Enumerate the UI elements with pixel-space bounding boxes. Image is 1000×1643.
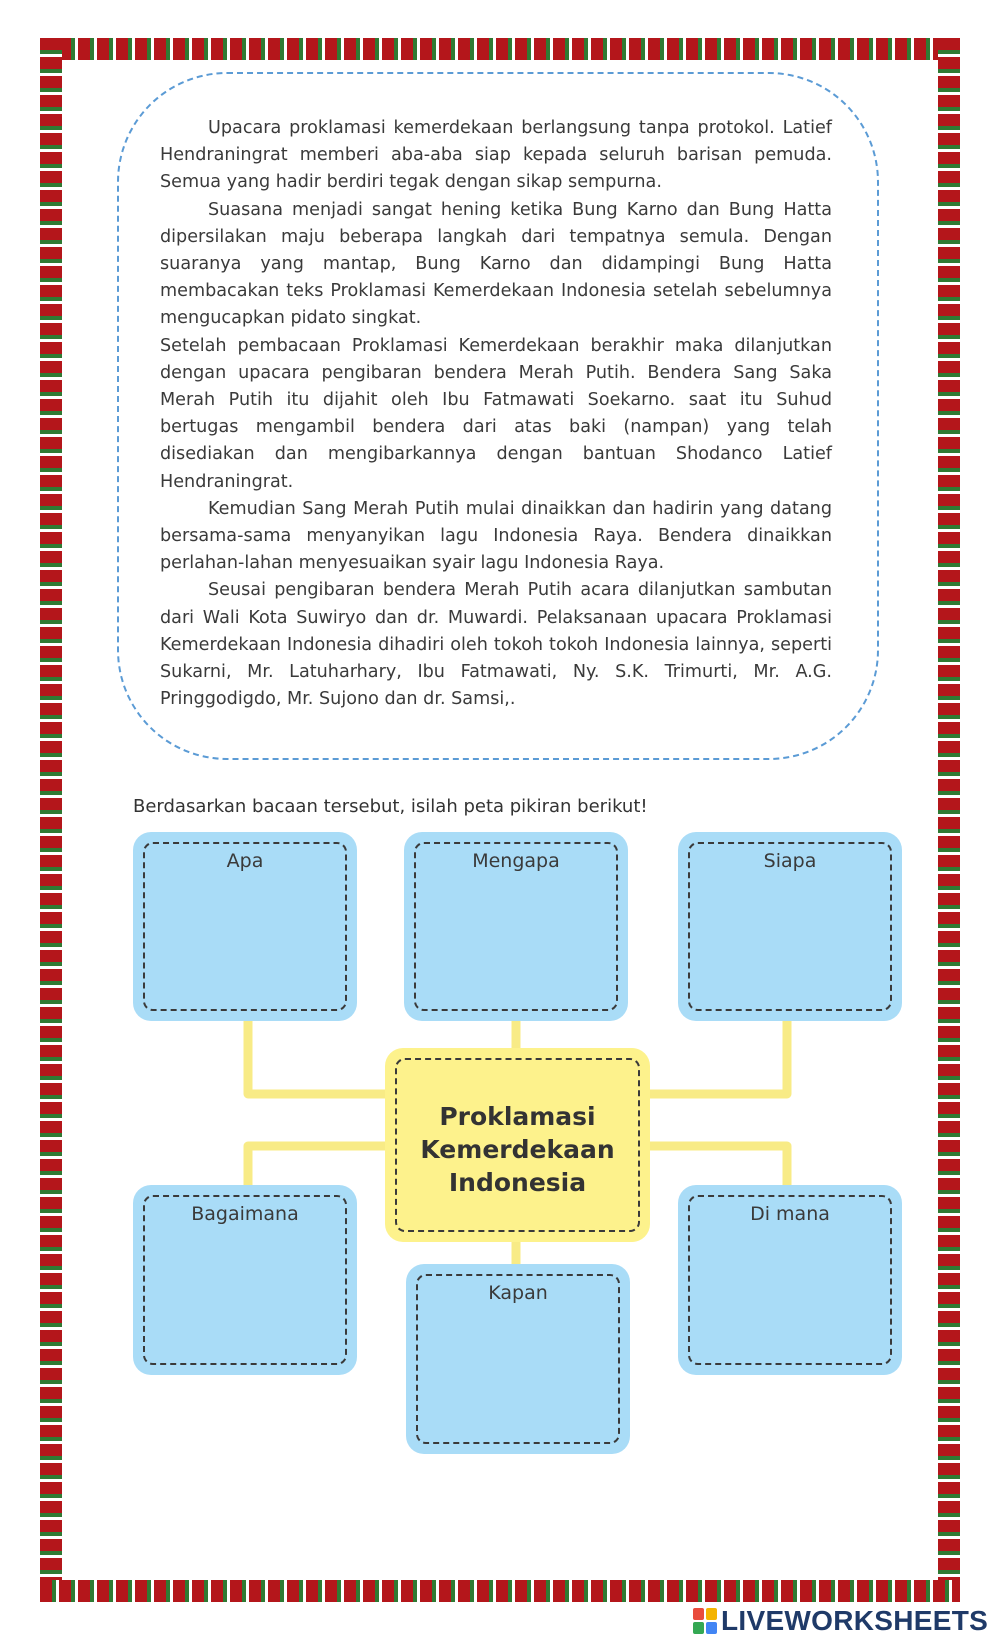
label-bagaimana: Bagaimana — [191, 1203, 299, 1225]
liveworksheets-icon — [693, 1608, 717, 1634]
instruction-text: Berdasarkan bacaan tersebut, isilah peta pikiran berikut! — [133, 796, 648, 817]
center-title-line-1: Proklamasi — [439, 1102, 596, 1131]
center-title-line-3: Indonesia — [448, 1168, 587, 1197]
brand-name: LIVEWORKSHEETS — [721, 1605, 989, 1636]
mindmap-box-kapan[interactable] — [406, 1264, 630, 1454]
mindmap-box-apa[interactable] — [133, 832, 357, 1021]
connector-apa — [248, 1020, 385, 1094]
center-topic-title — [385, 1100, 650, 1199]
mindmap-box-dimana[interactable] — [678, 1185, 902, 1375]
liveworksheets-logo — [693, 1603, 988, 1639]
mindmap-box-bagaimana[interactable] — [133, 1185, 357, 1375]
passage-paragraph-3: Setelah pembacaan Proklamasi Kemerdekaan berakhir maka dilanjutkan dengan upacara pengibaran bendera Merah Putih. Bendera Sang Saka Merah Putih itu dijahit oleh Ibu Fatmawati Soekarno. saat itu Suhud bertugas mengambil bendera dari atas baki (nampan) yang telah disediakan dan mengibarkannya dengan bantuan Shodanco Latief Hendraningrat. — [160, 335, 832, 492]
label-siapa: Siapa — [763, 850, 817, 872]
passage-paragraph-2: Suasana menjadi sangat hening ketika Bung Karno dan Bung Hatta dipersilakan maju beberapa langkah dari tempatnya semula. Dengan suaranya yang mantap, Bung Karno dan didampingi Bung Hatta membacakan teks Proklamasi Kemerdekaan Indonesia setelah sebelumnya mengucapkan pidato singkat. — [160, 199, 832, 329]
mindmap-center-topic — [385, 1048, 650, 1242]
center-title-line-2: Kemerdekaan — [420, 1135, 615, 1164]
passage-paragraph-1: Upacara proklamasi kemerdekaan berlangsung tanpa protokol. Latief Hendraningrat memberi aba-aba siap kepada seluruh barisan pemuda. Semua yang hadir berdiri tegak dengan sikap sempurna. — [160, 118, 832, 193]
connector-dimana — [650, 1146, 787, 1185]
connector-siapa — [650, 1020, 787, 1094]
label-mengapa: Mengapa — [472, 850, 560, 872]
mindmap-box-siapa[interactable] — [678, 832, 902, 1021]
connector-bagaimana — [248, 1146, 385, 1185]
label-apa: Apa — [226, 850, 264, 872]
label-kapan: Kapan — [488, 1282, 548, 1304]
passage-paragraph-5: Seusai pengibaran bendera Merah Putih acara dilanjutkan sambutan dari Wali Kota Suwiryo dan dr. Muwardi. Pelaksanaan upacara Proklamasi Kemerdekaan Indonesia dihadiri oleh tokoh tokoh Indonesia lainnya, seperti Sukarni, Mr. Latuharhary, Ibu Fatmawati, Ny. S.K. Trimurti, Mr. A.G. Pringgodigdo, Mr. Sujono dan dr. Samsi,. — [160, 580, 832, 710]
passage-paragraph-4: Kemudian Sang Merah Putih mulai dinaikkan dan hadirin yang datang bersama-sama menyanyikan lagu Indonesia Raya. Bendera dinaikkan perlahan-lahan menyesuaikan syair lagu Indonesia Raya. — [160, 498, 832, 574]
label-dimana: Di mana — [750, 1203, 830, 1225]
mindmap-box-mengapa[interactable] — [404, 832, 628, 1021]
